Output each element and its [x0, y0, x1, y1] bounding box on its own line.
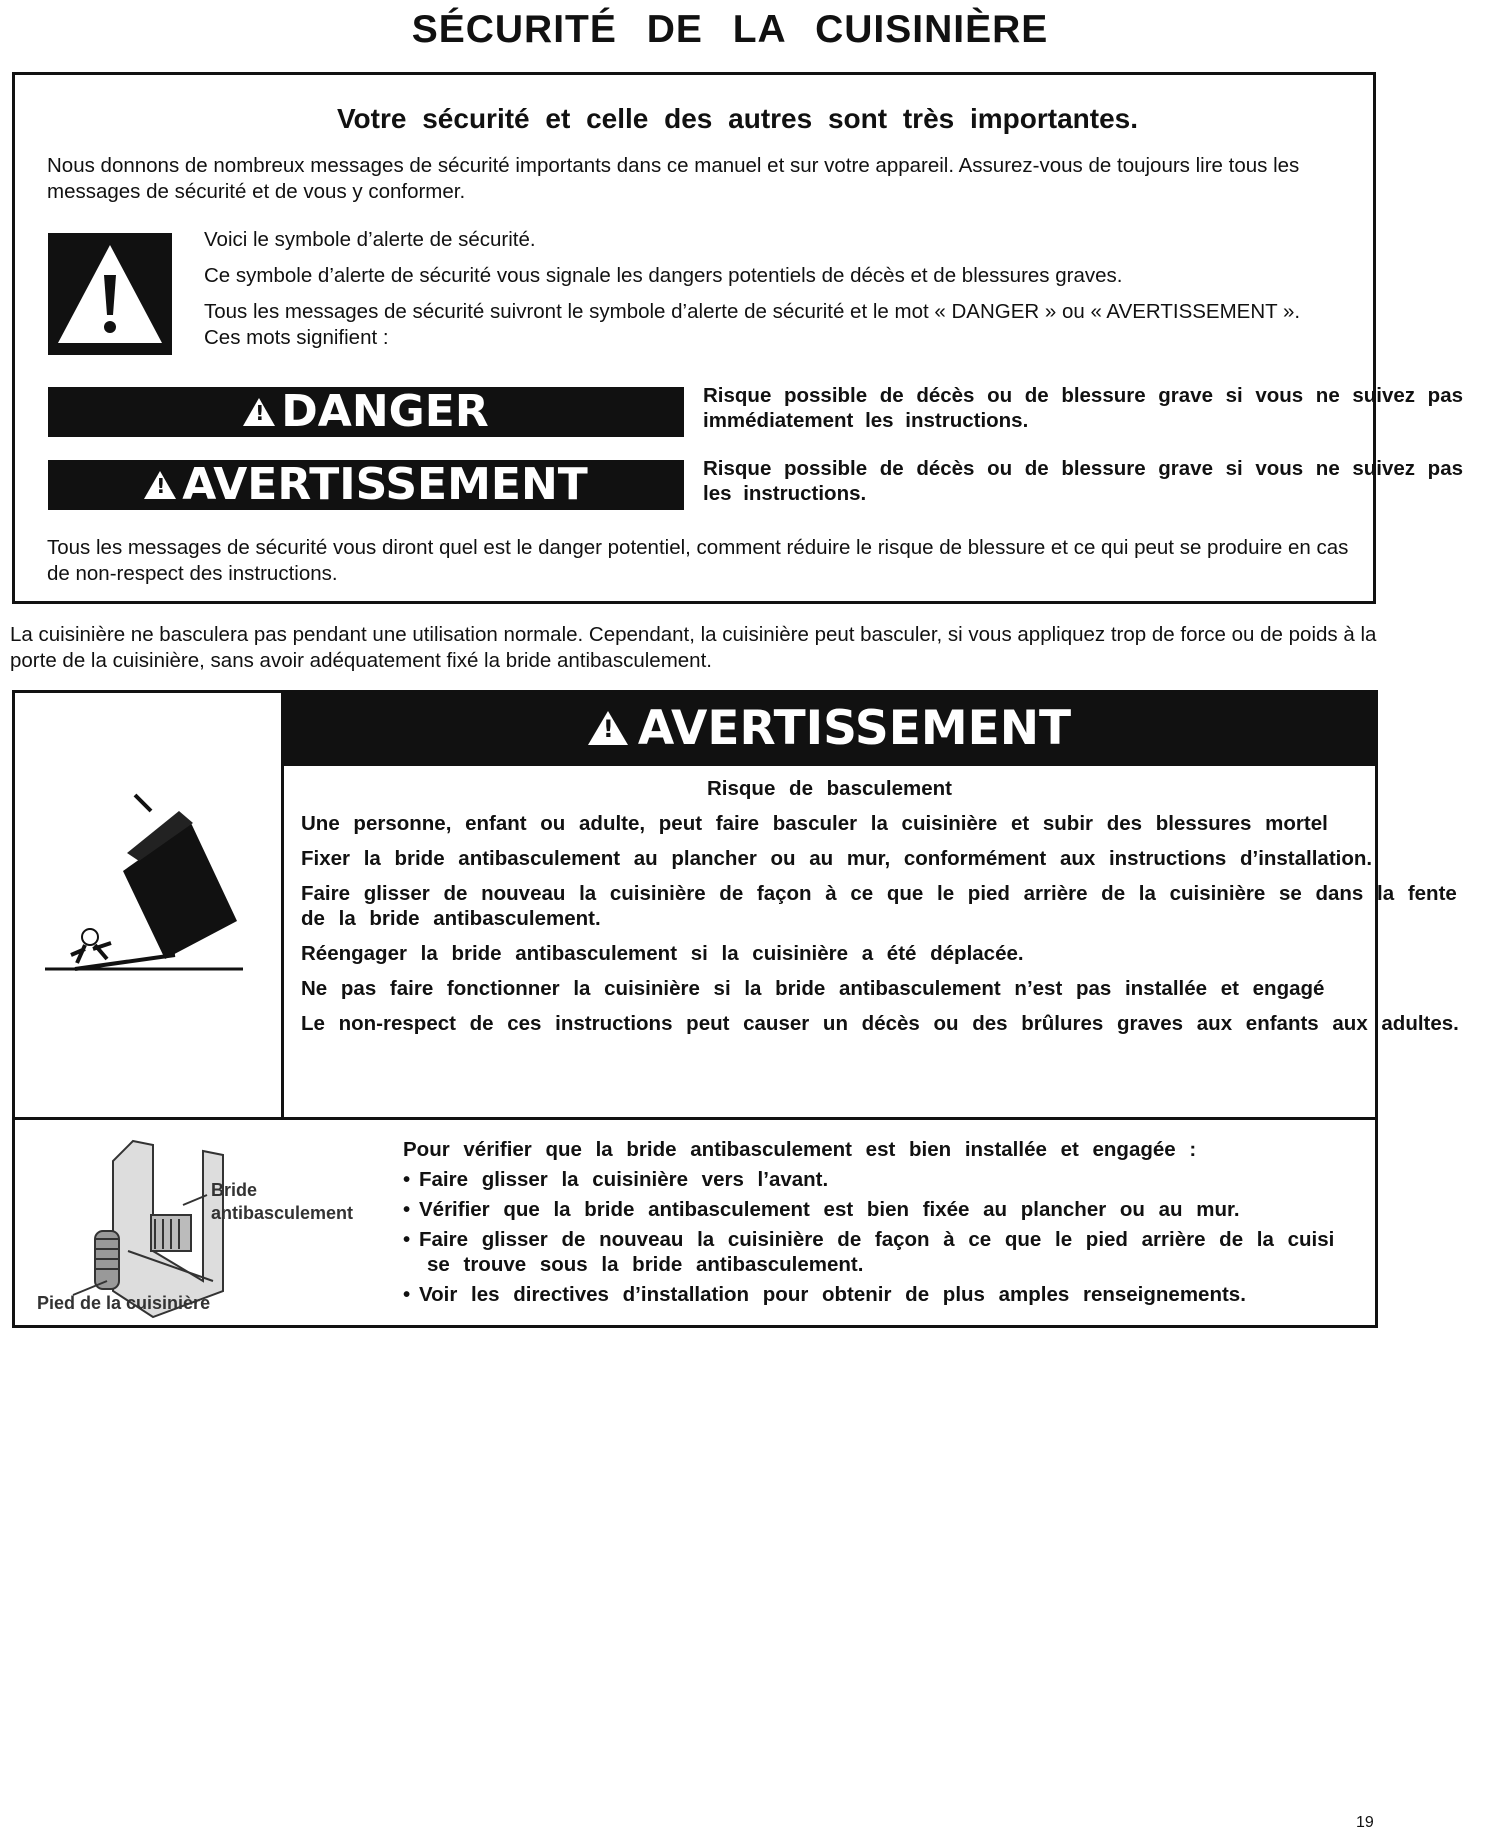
tip-over-risk-title: Risque de basculement [707, 777, 952, 800]
range-tipping-illustration [15, 693, 281, 1117]
warning-triangle-icon [243, 398, 275, 426]
danger-label: DANGER [281, 386, 489, 437]
safety-importance-box [12, 72, 1463, 604]
page-number: 19 [1356, 1814, 1374, 1831]
warning-description: Risque possible de décès ou de blessure grave si vous ne suivez pas les instructions. [703, 457, 1463, 505]
danger-signal-bar [48, 387, 684, 437]
label-pied: Pied de la cuisinière [37, 1293, 211, 1313]
section-divider [15, 1117, 1375, 1120]
safety-intro: Nous donnons de nombreux messages de sécurité importants dans ce manuel et sur votre appareil. Assurez-vous de toujours lire tous les messages de sécurité et de vous y conformer. [47, 154, 1300, 203]
warning-line: Faire glisser de nouveau la cuisinière de façon à ce que le pied arrière de la cuisinière se dans la fente de la bride antibasculement. [301, 882, 1457, 930]
tip-over-warning-box [12, 690, 1459, 1328]
warning-signal-bar [48, 460, 684, 510]
alert-symbol-explanation [204, 227, 1324, 361]
verify-item: • Voir les directives d’installation pour obtenir de plus amples renseignements. [403, 1283, 1246, 1306]
safety-outro: Tous les messages de sécurité vous diront quel est le danger potentiel, comment réduire le risque de blessure et ce qui peut se produire en cas de non-respect des instructions. [47, 536, 1349, 585]
warning-triangle-icon [144, 471, 176, 499]
verify-item: • Faire glisser la cuisinière vers l’avant. [403, 1168, 829, 1191]
verify-item: • Vérifier que la bride antibasculement est bien fixée au plancher ou au mur. [403, 1198, 1240, 1221]
page-title: SÉCURITÉ DE LA CUISINIÈRE [411, 8, 1049, 51]
safety-heading: Votre sécurité et celle des autres sont très importantes. [336, 103, 1139, 134]
alert-line: Ce symbole d’alerte de sécurité vous signale les dangers potentiels de décès et de blessures graves. [204, 264, 1123, 287]
verify-intro: Pour vérifier que la bride antibasculement est bien installée et engagée : [403, 1138, 1197, 1161]
verify-list [403, 1167, 1487, 1307]
warning-triangle-icon [588, 711, 628, 745]
tip-over-illustration-panel [15, 693, 284, 1117]
tip-over-warning-header [284, 693, 1375, 766]
tip-over-warning-list [301, 811, 1471, 1046]
danger-description: Risque possible de décès ou de blessure grave si vous ne suivez pas immédiatement les instructions. [703, 384, 1463, 432]
warning-line: Une personne, enfant ou adulte, peut faire basculer la cuisinière et subir des blessures mortel [301, 812, 1328, 835]
tip-over-warning-label: AVERTISSEMENT [637, 700, 1072, 756]
tip-over-paragraph: La cuisinière ne basculera pas pendant une utilisation normale. Cependant, la cuisinière peut basculer, si vous appliquez trop de force ou de poids à la porte de la cuisinière, sans avoir adéquatement fixé la bride antibasculement. [10, 623, 1377, 672]
safety-alert-icon [48, 233, 172, 355]
warning-line: Réengager la bride antibasculement si la cuisinière a été déplacée. [301, 942, 1024, 965]
label-bride: Bride antibasculement [211, 1180, 354, 1223]
alert-line: Tous les messages de sécurité suivront le symbole d’alerte de sécurité et le mot « DANGER » ou « AVERTISSEMENT ». Ces mots signifient : [204, 300, 1301, 349]
warning-line: Le non-respect de ces instructions peut causer un décès ou des brûlures graves aux enfants aux adultes. [301, 1012, 1459, 1035]
warning-line: Fixer la bride antibasculement au plancher ou au mur, conformément aux instructions d’installation. [301, 847, 1373, 870]
verify-instructions [403, 1137, 1487, 1312]
warning-label: AVERTISSEMENT [182, 459, 588, 510]
warning-line: Ne pas faire fonctionner la cuisinière si la bride antibasculement n’est pas installée et engagé [301, 977, 1325, 1000]
verify-item: • Faire glisser de nouveau la cuisinière de façon à ce que le pied arrière de la cuisi se trouve sous la bride antibasculement. [403, 1228, 1335, 1276]
alert-line: Voici le symbole d’alerte de sécurité. [204, 228, 536, 251]
